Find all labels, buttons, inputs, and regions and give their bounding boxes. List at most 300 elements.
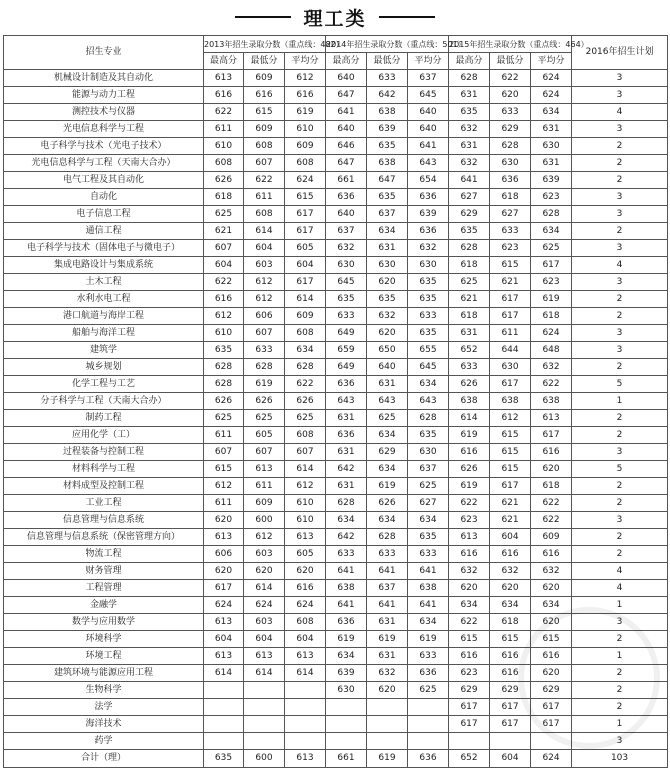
score-cell: 613 bbox=[204, 648, 244, 665]
score-cell: 616 bbox=[204, 291, 244, 308]
score-cell: 613 bbox=[244, 648, 285, 665]
score-cell: 625 bbox=[408, 478, 449, 495]
title-left-rule bbox=[235, 16, 291, 18]
score-cell: 604 bbox=[244, 240, 285, 257]
major-name-cell: 船舶与海洋工程 bbox=[4, 325, 204, 342]
major-name-cell: 法学 bbox=[4, 699, 204, 716]
score-cell: 607 bbox=[244, 155, 285, 172]
plan-cell: 3 bbox=[572, 444, 668, 461]
header-avg: 平均分 bbox=[285, 53, 326, 70]
score-cell: 622 bbox=[204, 274, 244, 291]
major-name-cell: 集成电路设计与集成系统 bbox=[4, 257, 204, 274]
score-cell: 617 bbox=[285, 274, 326, 291]
score-cell: 644 bbox=[490, 342, 531, 359]
score-cell: 634 bbox=[367, 512, 408, 529]
score-cell: 641 bbox=[367, 563, 408, 580]
score-cell: 630 bbox=[490, 359, 531, 376]
score-cell: 629 bbox=[449, 206, 490, 223]
table-row bbox=[4, 274, 668, 291]
title-right-rule bbox=[379, 16, 435, 18]
plan-cell: 4 bbox=[572, 563, 668, 580]
table-row bbox=[4, 716, 668, 733]
major-name-cell: 环境科学 bbox=[4, 631, 204, 648]
score-cell: 608 bbox=[285, 155, 326, 172]
score-cell: 613 bbox=[204, 614, 244, 631]
score-cell: 618 bbox=[449, 308, 490, 325]
score-cell: 613 bbox=[204, 70, 244, 87]
score-cell bbox=[285, 733, 326, 750]
major-name-cell: 电子科学与技术（固体电子与微电子） bbox=[4, 240, 204, 257]
table-row bbox=[4, 155, 668, 172]
score-cell: 625 bbox=[367, 410, 408, 427]
major-name-cell: 化学工程与工艺 bbox=[4, 376, 204, 393]
score-cell: 641 bbox=[408, 563, 449, 580]
score-cell: 618 bbox=[490, 189, 531, 206]
score-cell bbox=[204, 716, 244, 733]
score-cell: 634 bbox=[408, 512, 449, 529]
score-cell: 616 bbox=[490, 546, 531, 563]
score-cell: 617 bbox=[490, 308, 531, 325]
score-cell: 619 bbox=[408, 631, 449, 648]
score-cell: 629 bbox=[367, 444, 408, 461]
score-cell: 614 bbox=[285, 665, 326, 682]
plan-cell: 3 bbox=[572, 189, 668, 206]
score-cell: 630 bbox=[326, 257, 367, 274]
score-cell: 631 bbox=[531, 155, 572, 172]
score-cell: 641 bbox=[449, 172, 490, 189]
score-cell: 620 bbox=[490, 87, 531, 104]
major-name-cell: 自动化 bbox=[4, 189, 204, 206]
score-cell: 625 bbox=[204, 206, 244, 223]
score-cell: 643 bbox=[367, 393, 408, 410]
score-cell: 622 bbox=[449, 614, 490, 631]
score-cell: 631 bbox=[326, 478, 367, 495]
score-cell: 646 bbox=[326, 138, 367, 155]
score-cell: 615 bbox=[531, 631, 572, 648]
score-cell: 623 bbox=[449, 665, 490, 682]
table-row bbox=[4, 376, 668, 393]
score-cell: 639 bbox=[326, 665, 367, 682]
score-cell: 627 bbox=[490, 206, 531, 223]
score-cell: 655 bbox=[408, 342, 449, 359]
score-cell bbox=[204, 699, 244, 716]
score-cell: 615 bbox=[285, 189, 326, 206]
plan-cell: 2 bbox=[572, 546, 668, 563]
score-cell: 636 bbox=[326, 376, 367, 393]
score-cell: 629 bbox=[449, 682, 490, 699]
score-cell: 614 bbox=[244, 580, 285, 597]
score-cell: 625 bbox=[285, 410, 326, 427]
table-row bbox=[4, 648, 668, 665]
score-cell: 619 bbox=[285, 104, 326, 121]
score-cell: 631 bbox=[449, 138, 490, 155]
score-cell: 619 bbox=[367, 478, 408, 495]
score-cell: 623 bbox=[490, 240, 531, 257]
score-cell: 647 bbox=[326, 87, 367, 104]
header-2015: 2015年招生录取分数（重点线：464） bbox=[449, 36, 572, 53]
score-cell: 607 bbox=[285, 444, 326, 461]
major-name-cell: 水利水电工程 bbox=[4, 291, 204, 308]
major-name-cell: 工业工程 bbox=[4, 495, 204, 512]
score-cell: 620 bbox=[204, 563, 244, 580]
score-cell: 638 bbox=[367, 104, 408, 121]
score-cell bbox=[408, 699, 449, 716]
score-cell: 619 bbox=[367, 750, 408, 768]
major-name-cell: 药学 bbox=[4, 733, 204, 750]
header-max: 最高分 bbox=[449, 53, 490, 70]
score-cell: 635 bbox=[408, 325, 449, 342]
score-cell: 604 bbox=[204, 257, 244, 274]
score-cell: 609 bbox=[285, 138, 326, 155]
score-cell: 616 bbox=[531, 444, 572, 461]
score-cell: 638 bbox=[326, 580, 367, 597]
score-cell: 620 bbox=[531, 614, 572, 631]
table-row bbox=[4, 70, 668, 87]
plan-cell: 4 bbox=[572, 580, 668, 597]
score-cell: 607 bbox=[244, 325, 285, 342]
score-cell: 612 bbox=[285, 478, 326, 495]
score-cell: 634 bbox=[408, 614, 449, 631]
score-cell: 633 bbox=[244, 342, 285, 359]
table-row bbox=[4, 240, 668, 257]
plan-cell: 2 bbox=[572, 529, 668, 546]
score-cell: 616 bbox=[449, 648, 490, 665]
score-cell: 613 bbox=[449, 529, 490, 546]
score-cell: 635 bbox=[408, 291, 449, 308]
plan-cell: 3 bbox=[572, 512, 668, 529]
score-cell: 617 bbox=[531, 257, 572, 274]
score-cell: 608 bbox=[285, 325, 326, 342]
table-row bbox=[4, 546, 668, 563]
score-cell: 628 bbox=[490, 138, 531, 155]
score-cell: 633 bbox=[408, 546, 449, 563]
score-cell: 622 bbox=[204, 104, 244, 121]
score-cell: 616 bbox=[449, 546, 490, 563]
score-cell: 615 bbox=[490, 461, 531, 478]
major-name-cell: 财务管理 bbox=[4, 563, 204, 580]
score-cell: 607 bbox=[244, 444, 285, 461]
score-cell: 633 bbox=[326, 308, 367, 325]
score-cell: 621 bbox=[490, 274, 531, 291]
score-cell: 612 bbox=[244, 274, 285, 291]
header-max: 最高分 bbox=[204, 53, 244, 70]
score-cell: 624 bbox=[244, 597, 285, 614]
plan-cell: 1 bbox=[572, 716, 668, 733]
major-name-cell: 物流工程 bbox=[4, 546, 204, 563]
plan-cell: 103 bbox=[572, 750, 668, 768]
score-cell: 622 bbox=[531, 376, 572, 393]
major-name-cell: 机械设计制造及其自动化 bbox=[4, 70, 204, 87]
score-cell: 605 bbox=[285, 240, 326, 257]
score-cell: 609 bbox=[531, 529, 572, 546]
score-cell: 611 bbox=[204, 427, 244, 444]
score-cell: 654 bbox=[408, 172, 449, 189]
major-name-cell: 测控技术与仪器 bbox=[4, 104, 204, 121]
score-cell: 620 bbox=[531, 665, 572, 682]
table-row bbox=[4, 410, 668, 427]
score-cell: 634 bbox=[408, 376, 449, 393]
score-cell bbox=[244, 682, 285, 699]
score-cell bbox=[326, 733, 367, 750]
major-name-cell: 信息管理与信息系统（保密管理方向） bbox=[4, 529, 204, 546]
score-cell: 611 bbox=[204, 121, 244, 138]
score-cell: 622 bbox=[449, 495, 490, 512]
score-cell: 615 bbox=[204, 461, 244, 478]
score-cell: 634 bbox=[531, 223, 572, 240]
score-cell: 618 bbox=[531, 308, 572, 325]
plan-cell: 2 bbox=[572, 478, 668, 495]
score-cell: 620 bbox=[244, 563, 285, 580]
score-cell: 611 bbox=[244, 478, 285, 495]
major-name-cell: 建筑学 bbox=[4, 342, 204, 359]
score-cell: 635 bbox=[408, 427, 449, 444]
major-name-cell: 光电信息科学与工程 bbox=[4, 121, 204, 138]
score-cell: 637 bbox=[408, 70, 449, 87]
score-cell: 614 bbox=[244, 665, 285, 682]
score-cell: 620 bbox=[531, 580, 572, 597]
plan-cell: 3 bbox=[572, 206, 668, 223]
score-cell: 634 bbox=[531, 104, 572, 121]
score-cell: 610 bbox=[285, 495, 326, 512]
table-row bbox=[4, 206, 668, 223]
plan-cell: 3 bbox=[572, 325, 668, 342]
score-cell: 604 bbox=[204, 631, 244, 648]
score-cell: 631 bbox=[326, 444, 367, 461]
major-name-cell: 材料成型及控制工程 bbox=[4, 478, 204, 495]
score-cell: 632 bbox=[449, 155, 490, 172]
score-cell: 625 bbox=[408, 682, 449, 699]
score-cell bbox=[285, 682, 326, 699]
score-cell: 604 bbox=[244, 631, 285, 648]
header-major: 招生专业 bbox=[4, 36, 204, 70]
table-row bbox=[4, 563, 668, 580]
score-cell: 630 bbox=[408, 444, 449, 461]
score-cell bbox=[408, 733, 449, 750]
score-cell bbox=[367, 699, 408, 716]
score-cell: 639 bbox=[367, 121, 408, 138]
score-cell: 624 bbox=[531, 750, 572, 768]
score-cell: 630 bbox=[408, 257, 449, 274]
score-cell: 624 bbox=[531, 87, 572, 104]
score-cell: 639 bbox=[531, 172, 572, 189]
score-cell: 641 bbox=[326, 104, 367, 121]
score-cell: 604 bbox=[285, 631, 326, 648]
plan-cell: 3 bbox=[572, 240, 668, 257]
score-cell: 634 bbox=[490, 597, 531, 614]
score-cell: 640 bbox=[326, 206, 367, 223]
plan-cell: 1 bbox=[572, 393, 668, 410]
major-name-cell: 应用化学（工） bbox=[4, 427, 204, 444]
score-cell: 628 bbox=[204, 376, 244, 393]
table-row bbox=[4, 682, 668, 699]
table-row bbox=[4, 87, 668, 104]
score-cell: 616 bbox=[244, 87, 285, 104]
plan-cell: 3 bbox=[572, 274, 668, 291]
score-cell: 617 bbox=[285, 223, 326, 240]
score-cell: 638 bbox=[367, 155, 408, 172]
score-cell: 636 bbox=[408, 189, 449, 206]
score-cell: 624 bbox=[531, 325, 572, 342]
score-cell: 631 bbox=[367, 376, 408, 393]
score-cell: 617 bbox=[204, 580, 244, 597]
score-cell: 612 bbox=[285, 70, 326, 87]
table-row bbox=[4, 580, 668, 597]
score-cell: 603 bbox=[244, 614, 285, 631]
plan-cell: 5 bbox=[572, 376, 668, 393]
score-cell: 632 bbox=[408, 240, 449, 257]
score-cell: 634 bbox=[326, 512, 367, 529]
score-cell: 629 bbox=[531, 682, 572, 699]
score-cell: 642 bbox=[326, 529, 367, 546]
score-cell: 635 bbox=[449, 104, 490, 121]
score-cell: 641 bbox=[408, 597, 449, 614]
score-cell: 631 bbox=[449, 325, 490, 342]
score-cell: 606 bbox=[244, 308, 285, 325]
table-row bbox=[4, 138, 668, 155]
score-cell: 636 bbox=[326, 614, 367, 631]
score-cell: 649 bbox=[326, 359, 367, 376]
score-cell: 640 bbox=[408, 121, 449, 138]
score-cell: 609 bbox=[244, 495, 285, 512]
score-cell: 647 bbox=[367, 172, 408, 189]
score-cell: 608 bbox=[244, 138, 285, 155]
score-cell: 614 bbox=[285, 461, 326, 478]
score-cell: 620 bbox=[285, 563, 326, 580]
score-cell: 631 bbox=[326, 410, 367, 427]
score-cell: 619 bbox=[367, 631, 408, 648]
table-row bbox=[4, 512, 668, 529]
score-cell: 615 bbox=[490, 257, 531, 274]
header-min: 最低分 bbox=[244, 53, 285, 70]
score-cell: 617 bbox=[531, 716, 572, 733]
table-row bbox=[4, 359, 668, 376]
table-row bbox=[4, 597, 668, 614]
score-cell: 621 bbox=[490, 512, 531, 529]
plan-cell: 2 bbox=[572, 631, 668, 648]
score-cell: 612 bbox=[244, 291, 285, 308]
score-cell: 621 bbox=[449, 291, 490, 308]
score-cell bbox=[204, 733, 244, 750]
score-cell: 620 bbox=[204, 512, 244, 529]
page-title-row bbox=[0, 0, 670, 34]
score-cell: 633 bbox=[490, 223, 531, 240]
plan-cell: 2 bbox=[572, 427, 668, 444]
score-cell: 607 bbox=[204, 444, 244, 461]
score-cell bbox=[244, 699, 285, 716]
header-2013: 2013年招生录取分数（重点线：482） bbox=[204, 36, 326, 53]
score-cell: 630 bbox=[326, 682, 367, 699]
score-cell: 608 bbox=[285, 614, 326, 631]
score-cell: 632 bbox=[326, 240, 367, 257]
major-name-cell: 工程管理 bbox=[4, 580, 204, 597]
score-cell: 640 bbox=[408, 104, 449, 121]
score-cell bbox=[367, 716, 408, 733]
table-row bbox=[4, 733, 668, 750]
plan-cell: 3 bbox=[572, 121, 668, 138]
major-name-cell: 金融学 bbox=[4, 597, 204, 614]
score-cell: 628 bbox=[449, 70, 490, 87]
score-cell: 617 bbox=[490, 376, 531, 393]
score-cell: 611 bbox=[490, 325, 531, 342]
score-cell: 645 bbox=[408, 359, 449, 376]
major-name-cell: 通信工程 bbox=[4, 223, 204, 240]
major-name-cell: 电子信息工程 bbox=[4, 206, 204, 223]
score-cell: 622 bbox=[531, 512, 572, 529]
score-cell: 618 bbox=[204, 189, 244, 206]
score-cell bbox=[244, 716, 285, 733]
score-cell: 635 bbox=[449, 223, 490, 240]
major-name-cell: 海洋技术 bbox=[4, 716, 204, 733]
score-cell: 618 bbox=[490, 614, 531, 631]
score-cell: 620 bbox=[367, 274, 408, 291]
score-cell: 628 bbox=[244, 359, 285, 376]
score-cell: 615 bbox=[244, 104, 285, 121]
score-cell: 635 bbox=[367, 291, 408, 308]
score-cell: 632 bbox=[367, 308, 408, 325]
score-cell: 652 bbox=[449, 750, 490, 768]
score-cell: 638 bbox=[449, 393, 490, 410]
score-cell: 649 bbox=[326, 325, 367, 342]
score-cell: 631 bbox=[367, 648, 408, 665]
score-cell: 624 bbox=[285, 172, 326, 189]
score-cell: 619 bbox=[449, 427, 490, 444]
major-name-cell: 分子科学与工程（天南大合办） bbox=[4, 393, 204, 410]
major-name-cell: 电气工程及其自动化 bbox=[4, 172, 204, 189]
score-cell: 659 bbox=[326, 342, 367, 359]
score-cell bbox=[367, 733, 408, 750]
score-cell: 605 bbox=[285, 546, 326, 563]
score-cell: 637 bbox=[408, 461, 449, 478]
score-cell bbox=[204, 682, 244, 699]
score-cell: 627 bbox=[449, 189, 490, 206]
score-cell: 618 bbox=[531, 478, 572, 495]
plan-cell: 2 bbox=[572, 155, 668, 172]
plan-cell: 2 bbox=[572, 172, 668, 189]
score-cell: 608 bbox=[285, 427, 326, 444]
header-avg: 平均分 bbox=[531, 53, 572, 70]
score-cell: 647 bbox=[326, 155, 367, 172]
score-cell: 624 bbox=[531, 70, 572, 87]
table-row bbox=[4, 665, 668, 682]
table-row bbox=[4, 291, 668, 308]
score-cell: 634 bbox=[367, 223, 408, 240]
score-cell: 622 bbox=[244, 172, 285, 189]
score-cell: 622 bbox=[490, 70, 531, 87]
header-avg: 平均分 bbox=[408, 53, 449, 70]
score-cell: 634 bbox=[326, 648, 367, 665]
header-max: 最高分 bbox=[326, 53, 367, 70]
score-cell: 625 bbox=[204, 410, 244, 427]
score-cell: 648 bbox=[531, 342, 572, 359]
table-row bbox=[4, 461, 668, 478]
table-row bbox=[4, 308, 668, 325]
score-cell: 636 bbox=[490, 172, 531, 189]
score-cell: 626 bbox=[285, 393, 326, 410]
score-cell: 637 bbox=[367, 206, 408, 223]
score-cell bbox=[449, 733, 490, 750]
score-cell: 642 bbox=[326, 461, 367, 478]
score-cell: 628 bbox=[408, 410, 449, 427]
plan-cell: 2 bbox=[572, 138, 668, 155]
score-cell: 645 bbox=[408, 87, 449, 104]
score-cell: 611 bbox=[204, 495, 244, 512]
score-cell: 613 bbox=[285, 529, 326, 546]
score-cell: 632 bbox=[531, 563, 572, 580]
header-min: 最低分 bbox=[490, 53, 531, 70]
score-cell: 616 bbox=[490, 665, 531, 682]
score-cell: 621 bbox=[204, 223, 244, 240]
score-cell: 617 bbox=[449, 716, 490, 733]
